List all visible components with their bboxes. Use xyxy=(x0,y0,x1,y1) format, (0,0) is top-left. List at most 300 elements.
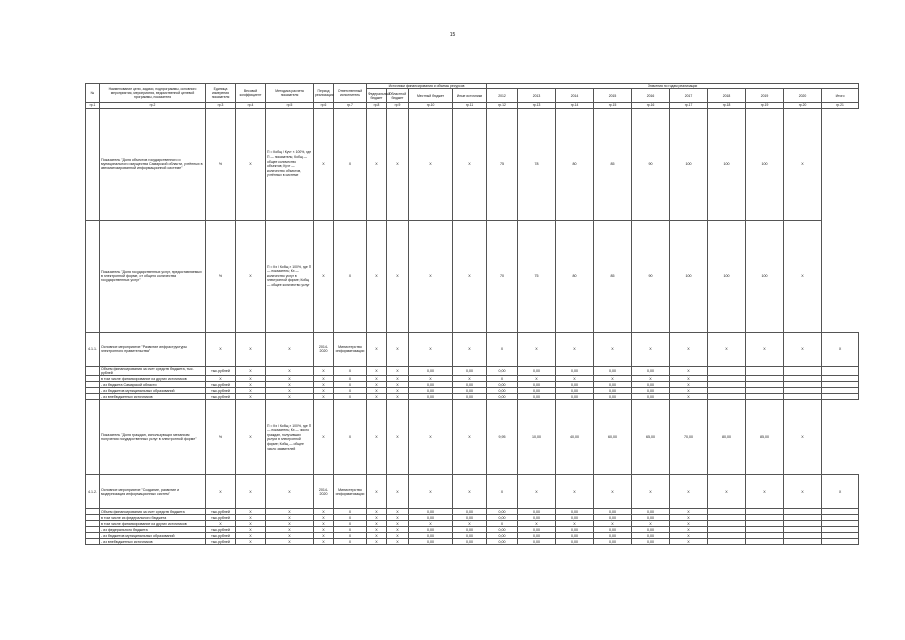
value-cell: X xyxy=(334,509,367,515)
value-cell: X xyxy=(670,394,708,400)
measure-name: Основное мероприятие "Создание, развитие и модернизация информационных систем" xyxy=(100,475,206,509)
value-cell: X xyxy=(314,509,334,515)
value-cell: 40,00 xyxy=(556,400,594,475)
row-method: X xyxy=(266,332,314,366)
row-num: 4.1.2. xyxy=(86,475,100,509)
column-number: гр.6 xyxy=(314,103,334,108)
value-cell: 0,00 xyxy=(632,539,670,545)
value-cell: X xyxy=(314,515,334,521)
value-cell: 0,00 xyxy=(556,382,594,388)
table-row xyxy=(86,332,859,366)
value-cell: X xyxy=(556,475,594,509)
value-cell: 75 xyxy=(518,220,556,332)
indicator-name: Показатель "Доля граждан, использующих механизм получения государственных услуг в электронной форме" xyxy=(100,400,206,475)
table-row xyxy=(86,400,859,475)
value-cell: X xyxy=(387,332,409,366)
value-cell: X xyxy=(632,475,670,509)
value-cell: 100 xyxy=(708,108,746,220)
value-cell: 0,00 xyxy=(594,527,632,533)
value-cell: 0,00 xyxy=(556,539,594,545)
row-num: 4.1.1. xyxy=(86,332,100,366)
empty-cell xyxy=(822,539,859,545)
value-cell: X xyxy=(334,533,367,539)
value-cell: 0,00 xyxy=(453,394,487,400)
value-cell: 0,00 xyxy=(409,366,453,376)
value-cell: X xyxy=(367,382,387,388)
value-cell: X xyxy=(594,376,632,382)
value-cell: X xyxy=(518,521,556,527)
value-cell: X xyxy=(266,394,314,400)
column-number: гр.3 xyxy=(206,103,236,108)
value-cell: 75 xyxy=(487,108,518,220)
value-cell: 70,00 xyxy=(670,400,708,475)
row-unit: X xyxy=(206,376,236,382)
header-results: Значения по годам реализации xyxy=(487,84,859,89)
value-cell: 78 xyxy=(518,108,556,220)
value-cell: X xyxy=(822,475,859,509)
value-cell: 0,00 xyxy=(453,366,487,376)
value-cell: X xyxy=(236,394,266,400)
value-cell: 0,00 xyxy=(594,382,632,388)
value-cell: X xyxy=(387,108,409,220)
method-text: П = Кобщ / Кучт × 100%, где П — показатель; Кобщ — общее количество объектов; Кучт — количество объектов, учтённых в системе xyxy=(266,108,314,220)
value-cell: X xyxy=(334,539,367,545)
value-cell: 0,00 xyxy=(632,382,670,388)
value-cell: 60,00 xyxy=(594,400,632,475)
header-year: 2015 xyxy=(594,89,632,103)
value-cell: 90 xyxy=(632,108,670,220)
value-cell: X xyxy=(387,509,409,515)
value-cell: 0,00 xyxy=(487,533,518,539)
funding-name: в том числе финансирование из других источников xyxy=(100,521,206,527)
value-cell: X xyxy=(236,376,266,382)
value-cell: 0,00 xyxy=(594,539,632,545)
value-cell: 0,00 xyxy=(556,533,594,539)
value-cell: X xyxy=(670,521,708,527)
value-cell: X xyxy=(387,539,409,545)
value-cell: X xyxy=(409,220,453,332)
value-cell: X xyxy=(822,332,859,366)
value-cell: X xyxy=(670,332,708,366)
row-unit: тыс.рублей xyxy=(206,533,236,539)
value-cell: 0,00 xyxy=(518,388,556,394)
value-cell: 0,00 xyxy=(409,388,453,394)
row-method: X xyxy=(266,475,314,509)
value-cell: 0,00 xyxy=(487,527,518,533)
value-cell: X xyxy=(453,475,487,509)
value-cell: 0,00 xyxy=(487,394,518,400)
value-cell: X xyxy=(632,376,670,382)
value-cell: X xyxy=(266,376,314,382)
value-cell: X xyxy=(670,509,708,515)
value-cell: X xyxy=(409,332,453,366)
value-cell: 0,00 xyxy=(518,539,556,545)
value-cell: X xyxy=(367,527,387,533)
value-cell: X xyxy=(314,388,334,394)
table-row xyxy=(86,366,859,376)
value-cell: X xyxy=(387,515,409,521)
row-unit: % xyxy=(206,400,236,475)
value-cell: 0,00 xyxy=(632,366,670,376)
row-responsible: Министерство информатизации xyxy=(334,332,367,366)
value-cell: X xyxy=(314,400,334,475)
value-cell: X xyxy=(453,332,487,366)
empty-cell xyxy=(822,394,859,400)
value-cell: X xyxy=(236,388,266,394)
value-cell: 85 xyxy=(594,220,632,332)
header-year: 2012 xyxy=(487,89,518,103)
value-cell: X xyxy=(367,509,387,515)
header-year: 2017 xyxy=(670,89,708,103)
funding-name: - из бюджетов муниципальных образований xyxy=(100,388,206,394)
funding-name: Объем финансирования за счет средств бюджета, тыс. рублей xyxy=(100,366,206,376)
value-cell: X xyxy=(409,475,453,509)
value-cell: X xyxy=(453,376,487,382)
value-cell: X xyxy=(334,220,367,332)
row-period: 2014-2020 xyxy=(314,332,334,366)
row-num xyxy=(86,220,100,332)
value-cell: X xyxy=(453,521,487,527)
value-cell: X xyxy=(594,475,632,509)
value-cell: X xyxy=(236,515,266,521)
value-cell: X xyxy=(334,527,367,533)
value-cell: X xyxy=(670,388,708,394)
value-cell: X xyxy=(453,108,487,220)
column-number: гр.1 xyxy=(86,103,100,108)
row-num xyxy=(86,400,100,475)
page-number: 15 xyxy=(449,32,456,38)
empty-cell xyxy=(784,366,822,376)
header-unit: Единица измерения показателя xyxy=(206,84,236,103)
value-cell: 0,00 xyxy=(409,382,453,388)
value-cell: 100 xyxy=(708,220,746,332)
value-cell: 0,00 xyxy=(453,382,487,388)
value-cell: 0,00 xyxy=(409,533,453,539)
column-number: гр.16 xyxy=(632,103,670,108)
value-cell: X xyxy=(266,521,314,527)
row-unit: тыс.рублей xyxy=(206,509,236,515)
value-cell: X xyxy=(334,376,367,382)
value-cell: 0,00 xyxy=(487,388,518,394)
row-unit: тыс.рублей xyxy=(206,515,236,521)
value-cell: 0,00 xyxy=(556,394,594,400)
column-number: гр.13 xyxy=(518,103,556,108)
empty-cell xyxy=(708,539,746,545)
row-num xyxy=(86,108,100,220)
value-cell: X xyxy=(670,376,708,382)
empty-cell xyxy=(708,366,746,376)
value-cell: X xyxy=(387,527,409,533)
value-cell: X xyxy=(236,527,266,533)
value-cell: 0,00 xyxy=(453,388,487,394)
value-cell: X xyxy=(266,533,314,539)
value-cell: 100 xyxy=(670,108,708,220)
value-cell: X xyxy=(556,376,594,382)
column-number: гр.11 xyxy=(453,103,487,108)
value-cell: 0,00 xyxy=(487,539,518,545)
table-row xyxy=(86,108,859,220)
value-cell: 0,00 xyxy=(487,509,518,515)
value-cell: X xyxy=(334,515,367,521)
header-federal: Федеральный бюджет xyxy=(367,89,387,103)
value-cell: 0,00 xyxy=(632,527,670,533)
value-cell: 0,00 xyxy=(556,366,594,376)
value-cell: X xyxy=(784,108,822,220)
indicator-name: Показатель "Доля государственных услуг, предоставляемых в электронной форме, от общего количества государственных услуг" xyxy=(100,220,206,332)
value-cell: X xyxy=(334,388,367,394)
funding-name: - из бюджетов муниципальных образований xyxy=(100,533,206,539)
value-cell: 0,00 xyxy=(487,515,518,521)
column-number: гр.19 xyxy=(746,103,784,108)
row-unit: тыс.рублей xyxy=(206,366,236,376)
value-cell: X xyxy=(453,220,487,332)
value-cell: X xyxy=(236,382,266,388)
value-cell: 85,00 xyxy=(746,400,784,475)
value-cell: 0,00 xyxy=(518,527,556,533)
column-number: гр.15 xyxy=(594,103,632,108)
header-weight: Весовой коэффициент xyxy=(236,84,266,103)
value-cell: X xyxy=(670,539,708,545)
value-cell: X xyxy=(670,382,708,388)
value-cell: 0,00 xyxy=(453,539,487,545)
value-cell: 0,00 xyxy=(556,509,594,515)
row-weight: X xyxy=(236,220,266,332)
value-cell: X xyxy=(367,400,387,475)
value-cell: 0,00 xyxy=(409,539,453,545)
value-cell: X xyxy=(409,521,453,527)
value-cell: X xyxy=(314,521,334,527)
value-cell: X xyxy=(334,108,367,220)
value-cell: X xyxy=(518,376,556,382)
row-unit: X xyxy=(206,475,236,509)
value-cell: 0,00 xyxy=(594,533,632,539)
header-funding-sources: Источники финансирования и объемы ресурсов xyxy=(367,84,487,89)
row-weight: X xyxy=(236,108,266,220)
value-cell: X xyxy=(708,475,746,509)
value-cell: X xyxy=(487,376,518,382)
value-cell: X xyxy=(367,220,387,332)
header-num: № xyxy=(86,84,100,103)
column-number: гр.9 xyxy=(387,103,409,108)
value-cell: X xyxy=(314,220,334,332)
value-cell: X xyxy=(556,521,594,527)
value-cell: X xyxy=(367,521,387,527)
value-cell: 0,00 xyxy=(409,515,453,521)
value-cell: 0,00 xyxy=(453,533,487,539)
value-cell: X xyxy=(487,475,518,509)
value-cell: 65,00 xyxy=(632,400,670,475)
table-row xyxy=(86,475,859,509)
value-cell: 0,00 xyxy=(632,515,670,521)
header-method: Методика расчета показателя xyxy=(266,84,314,103)
row-unit: % xyxy=(206,108,236,220)
value-cell: X xyxy=(367,394,387,400)
value-cell: X xyxy=(746,475,784,509)
value-cell: X xyxy=(594,332,632,366)
value-cell: X xyxy=(670,366,708,376)
empty-cell xyxy=(822,366,859,376)
value-cell: X xyxy=(334,521,367,527)
measure-name: Основное мероприятие "Развитие инфраструктуры электронного правительства" xyxy=(100,332,206,366)
funding-name: - из внебюджетных источников xyxy=(100,394,206,400)
value-cell: 100 xyxy=(746,220,784,332)
value-cell: X xyxy=(367,533,387,539)
value-cell: X xyxy=(784,400,822,475)
value-cell: X xyxy=(409,108,453,220)
row-unit: тыс.рублей xyxy=(206,539,236,545)
row-period: 2014-2020 xyxy=(314,475,334,509)
value-cell: X xyxy=(266,366,314,376)
value-cell: 0,00 xyxy=(594,388,632,394)
value-cell: 0,00 xyxy=(409,509,453,515)
header-year: 2019 xyxy=(746,89,784,103)
indicator-name: Показатель "Доля объектов государственного и муниципального имущества Самарской области, учтённых в автоматизированной информационной системе" xyxy=(100,108,206,220)
value-cell: X xyxy=(334,400,367,475)
value-cell: X xyxy=(314,366,334,376)
value-cell: X xyxy=(387,394,409,400)
value-cell: X xyxy=(367,376,387,382)
value-cell: X xyxy=(314,533,334,539)
value-cell: 10,00 xyxy=(518,400,556,475)
value-cell: 0,00 xyxy=(594,366,632,376)
row-unit: тыс.рублей xyxy=(206,527,236,533)
value-cell: X xyxy=(784,332,822,366)
row-unit: X xyxy=(206,332,236,366)
value-cell: X xyxy=(367,515,387,521)
header-other: Иные источники xyxy=(453,89,487,103)
value-cell: X xyxy=(387,388,409,394)
value-cell: X xyxy=(670,515,708,521)
row-unit: тыс.рублей xyxy=(206,394,236,400)
value-cell: X xyxy=(367,108,387,220)
value-cell: 0,00 xyxy=(453,509,487,515)
value-cell: X xyxy=(453,400,487,475)
value-cell: X xyxy=(387,533,409,539)
value-cell: 0,00 xyxy=(409,394,453,400)
funding-name: в том числе финансирование из других источников xyxy=(100,376,206,382)
value-cell: 0,00 xyxy=(556,515,594,521)
column-number: гр.21 xyxy=(822,103,859,108)
row-num xyxy=(86,366,100,376)
value-cell: 90 xyxy=(632,220,670,332)
value-cell: 0,00 xyxy=(518,509,556,515)
value-cell: X xyxy=(266,382,314,388)
funding-name: в том числе из федерального бюджета xyxy=(100,515,206,521)
column-number: гр.5 xyxy=(266,103,314,108)
value-cell: X xyxy=(387,475,409,509)
row-unit: X xyxy=(206,521,236,527)
value-cell: X xyxy=(236,366,266,376)
value-cell: X xyxy=(314,382,334,388)
header-regional: Областной бюджет xyxy=(387,89,409,103)
row-num xyxy=(86,539,100,545)
program-table xyxy=(85,83,859,545)
empty-cell xyxy=(784,539,822,545)
header-year: 2014 xyxy=(556,89,594,103)
column-number: гр.7 xyxy=(334,103,367,108)
value-cell: 0,00 xyxy=(409,527,453,533)
header-year: 2020 xyxy=(784,89,822,103)
value-cell: X xyxy=(314,527,334,533)
value-cell: X xyxy=(236,539,266,545)
value-cell: X xyxy=(266,527,314,533)
column-number: гр.14 xyxy=(556,103,594,108)
value-cell: 0,00 xyxy=(594,515,632,521)
value-cell: 0,00 xyxy=(518,366,556,376)
value-cell: X xyxy=(387,366,409,376)
value-cell: 100 xyxy=(670,220,708,332)
empty-cell xyxy=(746,366,784,376)
value-cell: 0,00 xyxy=(632,533,670,539)
value-cell: X xyxy=(556,332,594,366)
value-cell: X xyxy=(632,521,670,527)
column-number: гр.18 xyxy=(708,103,746,108)
row-unit: % xyxy=(206,220,236,332)
value-cell: X xyxy=(367,332,387,366)
value-cell: X xyxy=(632,332,670,366)
value-cell: X xyxy=(334,394,367,400)
value-cell: X xyxy=(314,376,334,382)
header-year: 2016 xyxy=(632,89,670,103)
value-cell: X xyxy=(387,400,409,475)
row-responsible: Министерство информатизации xyxy=(334,475,367,509)
column-number: гр.2 xyxy=(100,103,206,108)
value-cell: X xyxy=(266,509,314,515)
value-cell: X xyxy=(746,332,784,366)
column-number: гр.8 xyxy=(367,103,387,108)
header-year: 2018 xyxy=(708,89,746,103)
row-weight: X xyxy=(236,332,266,366)
header-name: Наименование цели, задачи, подпрограммы, основного мероприятия, мероприятия, ведомственной целевой программы, показателя xyxy=(100,84,206,103)
value-cell: X xyxy=(314,539,334,545)
value-cell: X xyxy=(708,332,746,366)
column-number: гр.17 xyxy=(670,103,708,108)
value-cell: 0,00 xyxy=(556,388,594,394)
value-cell: X xyxy=(367,539,387,545)
funding-name: - из внебюджетных источников xyxy=(100,539,206,545)
value-cell: X xyxy=(670,475,708,509)
value-cell: X xyxy=(518,332,556,366)
value-cell: X xyxy=(367,388,387,394)
value-cell: 9,95 xyxy=(487,400,518,475)
table-row xyxy=(86,220,859,332)
value-cell: 70 xyxy=(487,220,518,332)
value-cell: X xyxy=(266,515,314,521)
funding-name: - из федерального бюджета xyxy=(100,527,206,533)
value-cell: X xyxy=(314,108,334,220)
column-number: гр.12 xyxy=(487,103,518,108)
value-cell: X xyxy=(409,376,453,382)
value-cell: X xyxy=(670,533,708,539)
header-total: Итого xyxy=(822,89,859,103)
value-cell: X xyxy=(387,376,409,382)
value-cell: 80 xyxy=(556,220,594,332)
value-cell: X xyxy=(387,521,409,527)
value-cell: X xyxy=(334,382,367,388)
value-cell: X xyxy=(236,521,266,527)
value-cell: X xyxy=(266,539,314,545)
header-year: 2013 xyxy=(518,89,556,103)
value-cell: X xyxy=(236,533,266,539)
value-cell: 80 xyxy=(556,108,594,220)
row-weight: X xyxy=(236,475,266,509)
value-cell: 0,00 xyxy=(487,366,518,376)
column-number: гр.20 xyxy=(784,103,822,108)
header-local: Местный бюджет xyxy=(409,89,453,103)
value-cell: X xyxy=(409,400,453,475)
funding-name: Объем финансирования за счет средств бюджета xyxy=(100,509,206,515)
value-cell: X xyxy=(487,521,518,527)
